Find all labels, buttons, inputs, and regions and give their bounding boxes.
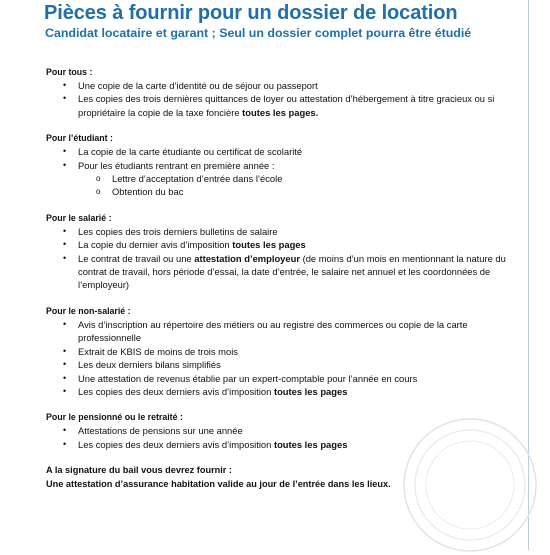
item-list xyxy=(46,225,516,292)
item-text: La copie du dernier avis d’imposition xyxy=(78,239,230,251)
list-item xyxy=(46,385,516,398)
list-item xyxy=(46,92,516,119)
item-text: Une copie de la carte d’identité ou de séjour ou passeport xyxy=(78,80,318,91)
item-list xyxy=(46,145,516,199)
bullet-icon: • xyxy=(63,425,67,436)
sub-item-text: Lettre d’acceptation d’entrée dans l’école xyxy=(112,173,283,185)
list-item xyxy=(46,252,516,292)
bullet-icon: • xyxy=(63,225,67,236)
item-text: Les deux derniers bilans simplifiés xyxy=(78,359,221,371)
sub-item-text: Obtention du bac xyxy=(112,186,184,198)
list-item xyxy=(46,225,516,238)
sub-bullet-icon: o xyxy=(96,174,101,184)
item-text: Les copies des deux derniers avis d’imposition xyxy=(78,385,272,397)
item-list xyxy=(46,318,516,398)
bullet-icon: • xyxy=(63,239,67,250)
document-title: Pièces à fournir pour un dossier de location xyxy=(44,2,458,24)
item-text: La copie de la carte étudiante ou certificat de scolarité xyxy=(78,146,303,158)
document-subtitle: Candidat locataire et garant ; Seul un dossier complet pourra être étudié xyxy=(45,26,472,40)
item-emphasis: attestation d’employeur xyxy=(194,252,300,264)
section-heading: Pour le non-salarié : xyxy=(46,305,131,316)
section-heading: Pour tous : xyxy=(46,67,93,77)
page-right-border xyxy=(528,0,529,550)
item-text: Avis d’inscription au répertoire des métiers ou au registre des commerces ou copie de la carte professionnelle xyxy=(78,318,468,344)
list-item xyxy=(46,345,516,358)
item-emphasis: toutes les pages. xyxy=(242,106,319,118)
list-item xyxy=(46,372,516,385)
item-text: Une attestation de revenus établie par un expert-comptable pour l’année en cours xyxy=(78,372,418,384)
list-item xyxy=(46,358,516,371)
sub-list-item xyxy=(46,172,516,185)
list-item xyxy=(46,159,516,172)
bullet-icon: • xyxy=(63,146,67,157)
item-text-continued: (de moins d’un mois en mentionnant la nature du contrat de travail, hors période d’essai, la date d’entrée, le salaire net annuel et les coordonnées de l’employeur) xyxy=(78,252,506,291)
item-text: Extrait de KBIS de moins de trois mois xyxy=(78,345,238,357)
item-text: Le contrat de travail ou une xyxy=(78,252,192,264)
section-etudiant xyxy=(46,132,516,199)
item-emphasis: toutes les pages xyxy=(273,438,348,450)
item-list xyxy=(46,79,516,119)
item-list xyxy=(46,424,516,451)
section-pour-tous xyxy=(46,66,516,119)
list-item xyxy=(46,79,516,92)
footer-line-1: A la signature du bail vous devrez fournir : xyxy=(46,465,232,476)
bullet-icon: • xyxy=(63,385,67,396)
item-emphasis: toutes les pages xyxy=(232,239,306,251)
item-text: Attestations de pensions sur une année xyxy=(78,425,243,437)
bullet-icon: • xyxy=(63,80,67,90)
bullet-icon: • xyxy=(63,345,67,356)
footer-line-2: Une attestation d’assurance habitation valide au jour de l’entrée dans les lieux. xyxy=(46,478,391,489)
item-text: Pour les étudiants rentrant en première année : xyxy=(78,159,275,171)
item-text: Les copies des trois derniers bulletins de salaire xyxy=(78,225,278,237)
list-item xyxy=(46,424,516,437)
list-item xyxy=(46,145,516,158)
item-text: Les copies des trois dernières quittances de loyer ou attestation d’hébergement à titre gracieux ou si propriétaire la copie de la taxe foncière xyxy=(78,93,495,118)
list-item xyxy=(46,238,516,251)
section-non-salarie xyxy=(46,305,516,398)
bullet-icon: • xyxy=(63,318,67,329)
bullet-icon: • xyxy=(63,438,67,449)
bullet-icon: • xyxy=(63,252,67,263)
list-item xyxy=(46,318,516,345)
document-body xyxy=(46,66,516,491)
section-pensionne-retraite xyxy=(46,411,516,451)
bullet-icon: • xyxy=(63,159,67,170)
section-salarie xyxy=(46,212,516,292)
bullet-icon: • xyxy=(63,93,67,104)
sub-list-item xyxy=(46,185,516,198)
section-heading: Pour le salarié : xyxy=(46,212,112,223)
item-emphasis: toutes les pages xyxy=(273,385,348,397)
list-item xyxy=(46,438,516,451)
section-heading: Pour l’étudiant : xyxy=(46,133,113,144)
signature-requirement xyxy=(46,464,516,491)
bullet-icon: • xyxy=(63,372,67,383)
sub-bullet-icon: o xyxy=(96,187,101,197)
item-text: Les copies des deux derniers avis d’imposition xyxy=(78,438,272,450)
bullet-icon: • xyxy=(63,359,67,370)
section-heading: Pour le pensionné ou le retraité : xyxy=(46,412,183,423)
